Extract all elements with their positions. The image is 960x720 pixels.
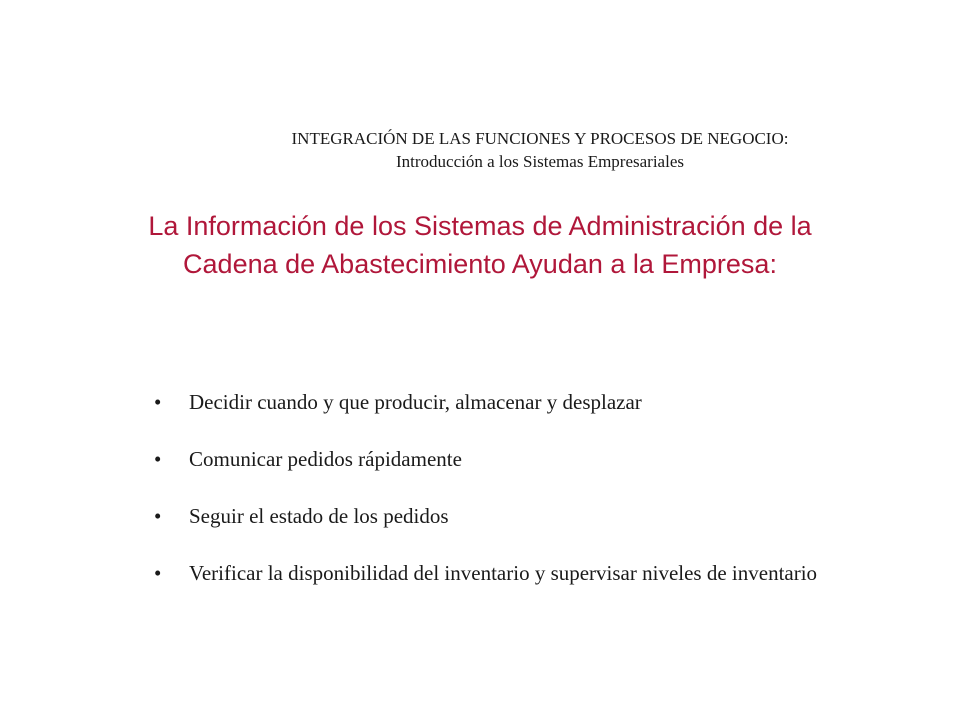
bullet-item (150, 445, 870, 474)
bullet-text: Comunicar pedidos rápidamente (189, 447, 462, 471)
title-line-1: La Información de los Sistemas de Administración de la (148, 211, 812, 241)
bullet-dot-icon: • (154, 504, 162, 528)
bullet-item (150, 559, 870, 588)
bullet-text: Decidir cuando y que producir, almacenar y desplazar (189, 390, 642, 414)
slide-header (180, 127, 900, 173)
title-line-2: Cadena de Abastecimiento Ayudan a la Empresa: (183, 249, 777, 279)
header-line-2: Introducción a los Sistemas Empresariales (396, 152, 684, 171)
bullet-item (150, 502, 870, 531)
bullet-dot-icon: • (154, 390, 162, 414)
bullet-item (150, 388, 870, 417)
header-line-1: INTEGRACIÓN DE LAS FUNCIONES Y PROCESOS DE NEGOCIO: (291, 129, 789, 148)
bullet-text: Verificar la disponibilidad del inventario y supervisar niveles de inventario (189, 561, 818, 585)
bullet-list (150, 388, 870, 616)
bullet-dot-icon: • (154, 561, 162, 585)
slide-title (0, 207, 960, 283)
bullet-text: Seguir el estado de los pedidos (189, 504, 449, 528)
bullet-dot-icon: • (154, 447, 162, 471)
